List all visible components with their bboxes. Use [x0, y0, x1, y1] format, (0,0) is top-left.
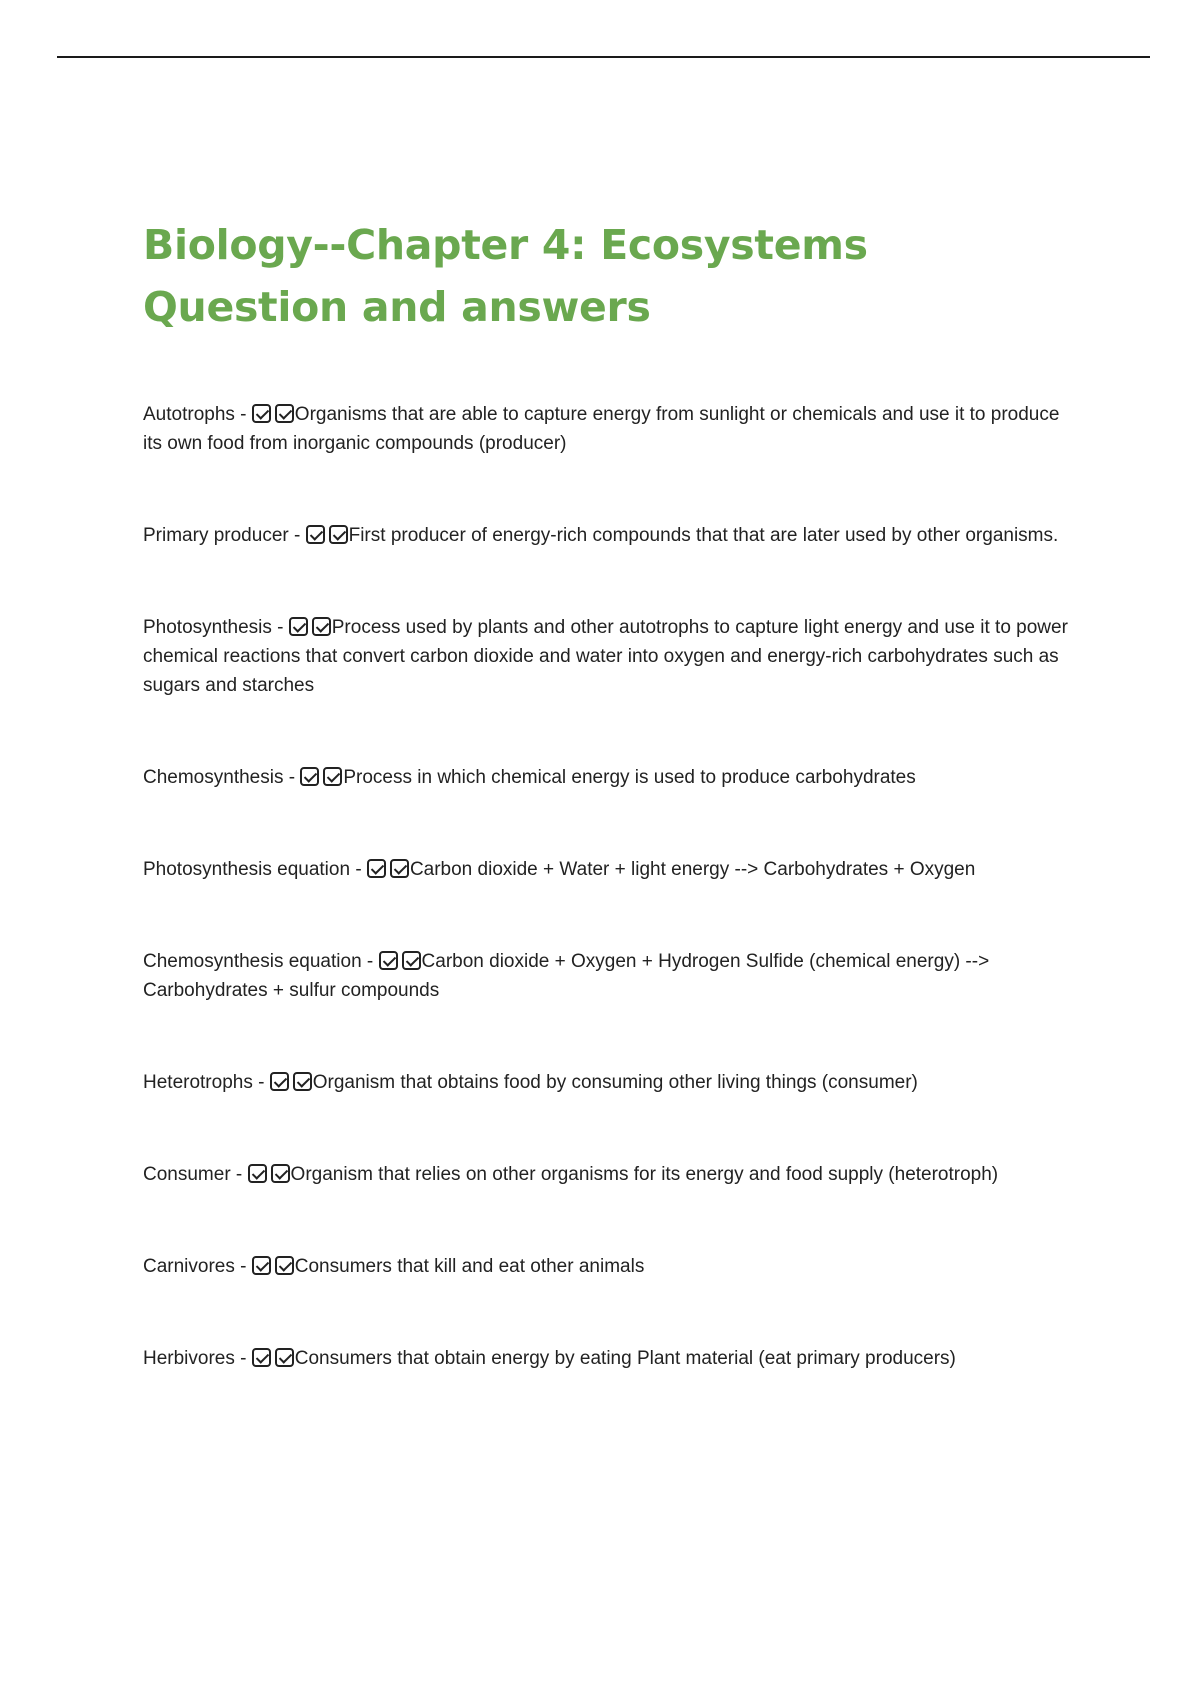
entry-term: Consumer	[143, 1164, 231, 1185]
term-separator: -	[361, 951, 379, 972]
checkbox-checked-icon	[252, 1348, 271, 1367]
entry-term: Heterotrophs	[143, 1072, 253, 1093]
checkbox-checked-icon	[306, 525, 325, 544]
term-separator: -	[230, 1164, 248, 1185]
term-separator: -	[234, 404, 252, 425]
qa-entry-primary-producer	[143, 521, 1073, 550]
checkbox-checked-icon	[323, 767, 342, 786]
checkbox-checked-icon	[252, 404, 271, 423]
checkbox-checked-icon	[329, 525, 348, 544]
entry-term: Autotrophs	[143, 404, 235, 425]
qa-entry-herbivores	[143, 1344, 1073, 1373]
checkbox-checked-icon	[367, 859, 386, 878]
entry-definition: Consumers that kill and eat other animals	[294, 1256, 645, 1277]
qa-entry-carnivores	[143, 1252, 1073, 1281]
entry-term: Chemosynthesis equation	[143, 951, 362, 972]
qa-entry-chemosynthesis-equation	[143, 947, 1073, 1005]
checkbox-checked-icon	[390, 859, 409, 878]
entry-definition: Organism that relies on other organisms for its energy and food supply (heterotroph)	[290, 1164, 999, 1185]
qa-entry-photosynthesis-equation	[143, 855, 1073, 884]
checkbox-checked-icon	[293, 1072, 312, 1091]
term-separator: -	[234, 1348, 252, 1369]
checkbox-checked-icon	[275, 1348, 294, 1367]
qa-entry-chemosynthesis	[143, 763, 1073, 792]
entry-term: Photosynthesis equation	[143, 859, 351, 880]
checkbox-checked-icon	[252, 1256, 271, 1275]
checkbox-checked-icon	[270, 1072, 289, 1091]
checkbox-checked-icon	[275, 1256, 294, 1275]
entry-term: Primary producer	[143, 525, 289, 546]
qa-entry-consumer	[143, 1160, 1073, 1189]
term-separator: -	[271, 617, 289, 638]
entry-definition: Process used by plants and other autotrophs to capture light energy and use it to power chemical reactions that convert carbon dioxide and water into oxygen and energy-rich carbohydrates such as sugars and starches	[143, 617, 1068, 696]
checkbox-checked-icon	[271, 1164, 290, 1183]
qa-list	[143, 400, 1073, 1373]
checkbox-checked-icon	[402, 951, 421, 970]
qa-entry-heterotrophs	[143, 1068, 1073, 1097]
qa-entry-autotrophs	[143, 400, 1073, 458]
entry-definition: Carbon dioxide + Water + light energy --> Carbohydrates + Oxygen	[409, 859, 976, 880]
entry-definition: Consumers that obtain energy by eating Plant material (eat primary producers)	[294, 1348, 956, 1369]
term-separator: -	[234, 1256, 252, 1277]
qa-entry-photosynthesis	[143, 613, 1073, 700]
header-rule	[57, 56, 1150, 58]
entry-term: Carnivores	[143, 1256, 235, 1277]
entry-definition: Organisms that are able to capture energy from sunlight or chemicals and use it to produce its own food from inorganic compounds (producer)	[143, 404, 1060, 454]
entry-definition: Carbon dioxide + Oxygen + Hydrogen Sulfide (chemical energy) --> Carbohydrates + sulfur compounds	[143, 951, 990, 1001]
entry-definition: Process in which chemical energy is used to produce carbohydrates	[343, 767, 916, 788]
term-separator: -	[288, 525, 306, 546]
checkbox-checked-icon	[379, 951, 398, 970]
entry-term: Herbivores	[143, 1348, 235, 1369]
checkbox-checked-icon	[300, 767, 319, 786]
checkbox-checked-icon	[289, 617, 308, 636]
term-separator: -	[283, 767, 301, 788]
entry-definition: First producer of energy-rich compounds that that are later used by other organisms.	[348, 525, 1059, 546]
checkbox-checked-icon	[312, 617, 331, 636]
term-separator: -	[350, 859, 367, 880]
checkbox-checked-icon	[275, 404, 294, 423]
document-body	[143, 214, 1073, 1373]
entry-term: Photosynthesis	[143, 617, 272, 638]
entry-term: Chemosynthesis	[143, 767, 284, 788]
checkbox-checked-icon	[248, 1164, 267, 1183]
term-separator: -	[252, 1072, 270, 1093]
entry-definition: Organism that obtains food by consuming other living things (consumer)	[312, 1072, 918, 1093]
page-title: Biology--Chapter 4: Ecosystems Question and answers	[143, 221, 868, 331]
